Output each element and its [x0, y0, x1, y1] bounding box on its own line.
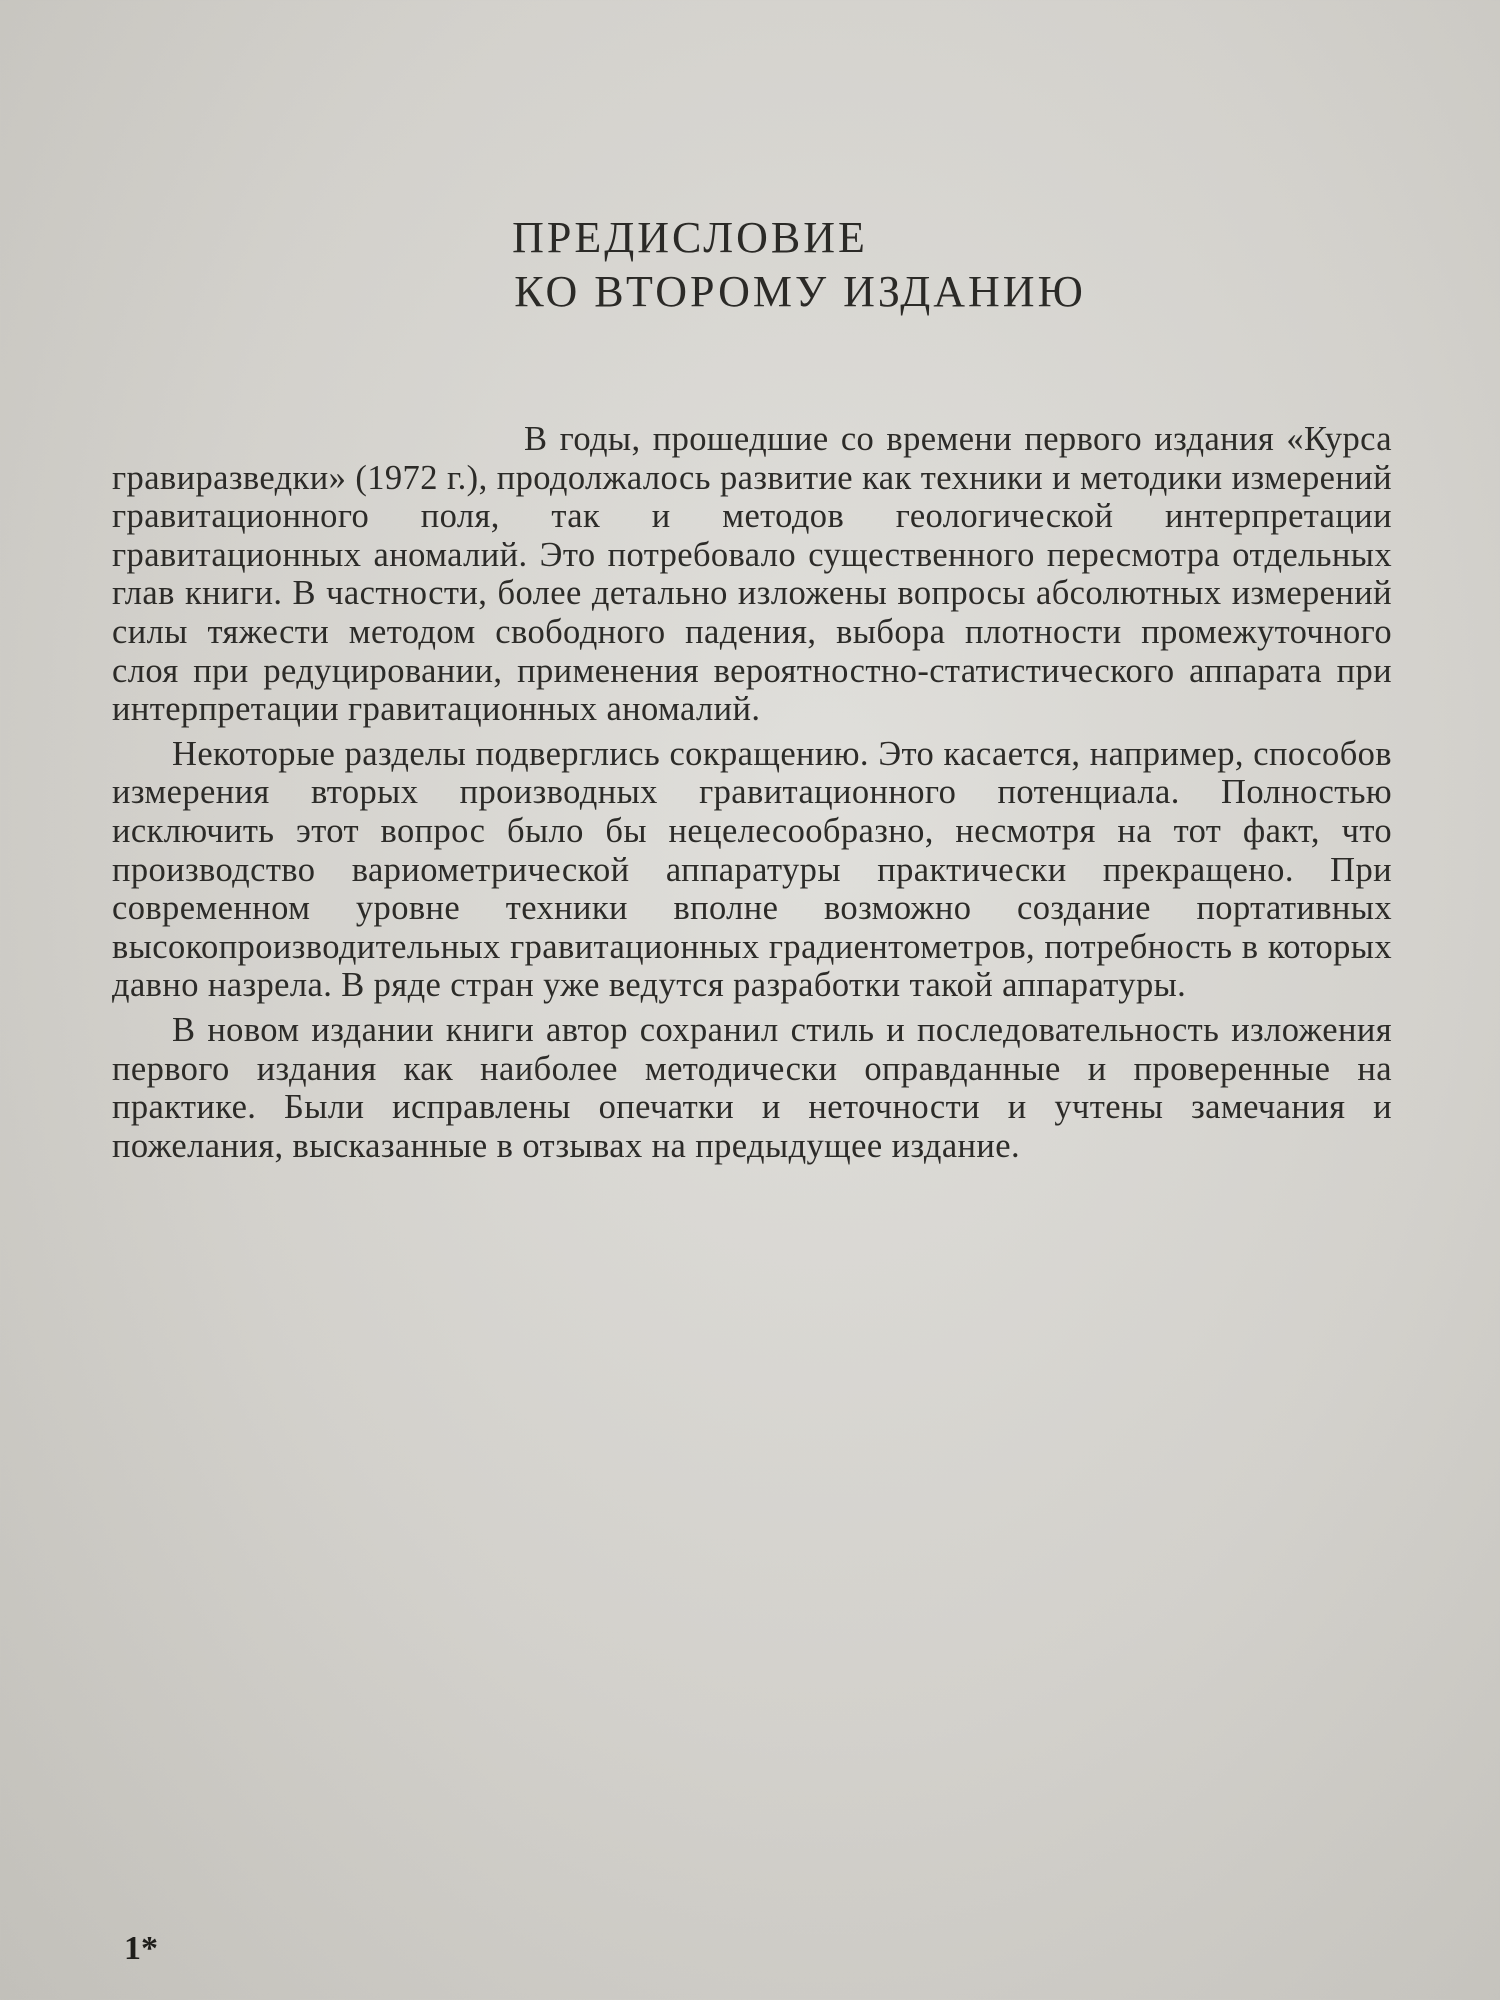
paragraph-2: Некоторые разделы подверглись сокращению. Это касается, например, способов измерения вторых производных гравитационного потенциала. Полностью исключить этот вопрос было бы нецелесообразно, несмотря на тот факт, что производство вариометрической аппаратуры практически прекращено. При современном уровне техники вполне возможно создание портативных высокопроизводительных гравитационных градиентометров, потребность в которых давно назрела. В ряде стран уже ведутся разработки такой аппаратуры. [112, 734, 1392, 1005]
paragraph-1: В годы, прошедшие со времени первого издания «Курса гравиразведки» (1972 г.), продолжалось развитие как техники и методики измерений гравитационного поля, так и методов геологической интерпретации гравитационных аномалий. Это потребовало существенного пересмотра отдельных глав книги. В частности, более детально изложены вопросы абсолютных измерений силы тяжести методом свободного падения, выбора плотности промежуточного слоя при редуцировании, применения вероятностно-статистического аппарата при интерпретации гравитационных аномалий. [112, 420, 1392, 729]
preface-body [112, 420, 1392, 1165]
page-title-line-2: КО ВТОРОМУ ИЗДАНИЮ [514, 267, 1086, 316]
signature-mark: 1* [124, 1930, 158, 1967]
paragraph-3: В новом издании книги автор сохранил стиль и последовательность изложения первого издания как наиболее методически оправданные и проверенные на практике. Были исправлены опечатки и неточности и учтены замечания и пожелания, высказанные в отзывах на предыдущее издание. [112, 1010, 1392, 1165]
page-title-line-1: ПРЕДИСЛОВИЕ [512, 213, 868, 262]
